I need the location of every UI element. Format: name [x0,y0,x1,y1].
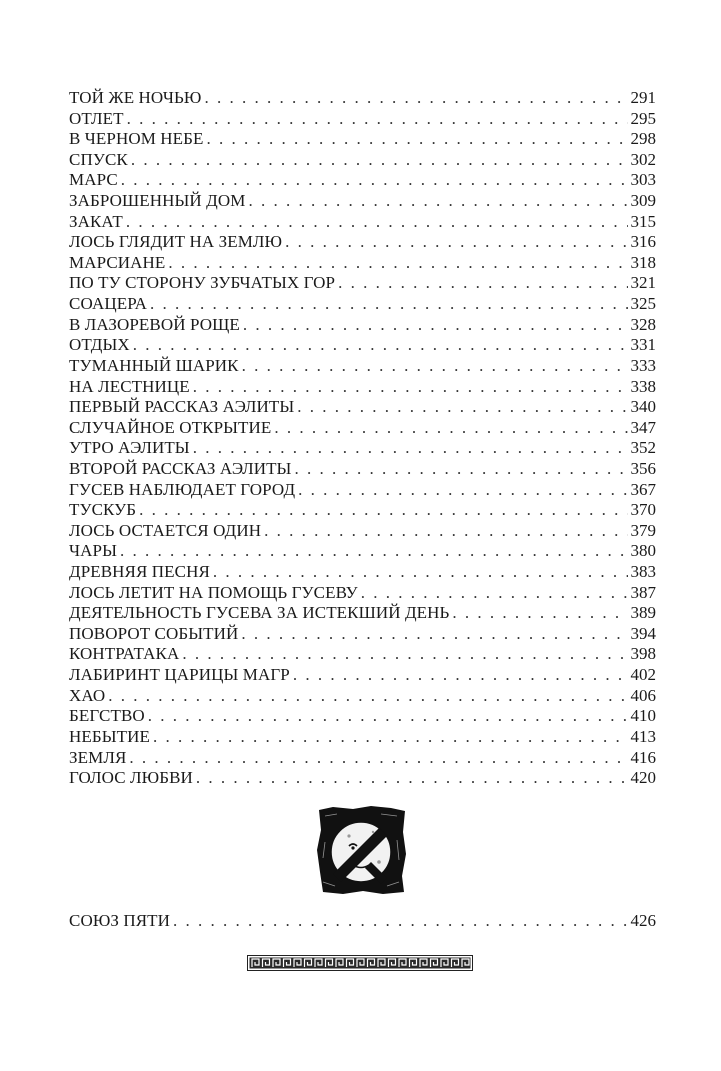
toc-entry-title: ОТЛЕТ [69,108,124,128]
toc-entry [69,706,656,727]
toc-entry [69,418,656,439]
toc-entry [69,109,656,130]
toc-entry-page-number: 356 [630,458,656,478]
toc-entry-page-number: 318 [630,252,656,272]
toc-entry [69,480,656,501]
toc-entry [69,438,656,459]
toc-entry-title: ЛОСЬ ОСТАЕТСЯ ОДИН [69,520,262,540]
toc-entry-page-number: 303 [630,170,656,190]
moon-face-icon [313,802,409,898]
dot-leader [153,727,628,748]
dot-leader [204,88,627,109]
dot-leader [293,665,628,686]
toc-entry-title: МАРСИАНЕ [69,252,166,272]
toc-entry-title: ТОЙ ЖЕ НОЧЬЮ [69,88,202,107]
toc-entry-page-number: 426 [630,911,656,930]
dot-leader [274,418,627,439]
toc-entry [69,377,656,398]
toc-entry-title: БЕГСТВО [69,706,145,726]
dot-leader [193,377,628,398]
toc-entry [69,562,656,583]
dot-leader [148,706,628,727]
toc-entry [69,727,656,748]
toc-entry-title: ЧАРЫ [69,541,118,561]
dot-leader [131,150,628,171]
toc-entry [69,541,656,562]
toc-entry [69,253,656,274]
toc-entry-page-number: 398 [630,644,656,664]
dot-leader [242,356,628,377]
toc-entry [69,686,656,707]
toc-entry [69,624,656,645]
toc-entry-page-number: 420 [630,768,656,788]
toc-entry-title: ХАО [69,685,106,705]
toc-entry-page-number: 309 [630,191,656,211]
toc-entry-title: СОАЦЕРА [69,294,147,314]
toc-entry [69,273,656,294]
toc-entry-title: ВТОРОЙ РАССКАЗ АЭЛИТЫ [69,458,292,478]
toc-entry [69,315,656,336]
dot-leader [285,232,627,253]
toc-entry-title: ОТДЫХ [69,335,130,355]
dot-leader [133,335,628,356]
toc-entry-title: ПОВОРОТ СОБЫТИЙ [69,623,239,643]
toc-entry [69,191,656,212]
dot-leader [126,212,628,233]
toc-entry [69,768,656,789]
toc-entry [69,232,656,253]
toc-entry [69,212,656,233]
toc-entry [69,911,656,932]
greek-key-border-icon [247,955,473,971]
toc-entry-page-number: 338 [630,376,656,396]
toc-entry-page-number: 389 [630,603,656,623]
toc-entry-title: ЛАБИРИНТ ЦАРИЦЫ МАГР [69,665,290,685]
toc-entry-title: СПУСК [69,149,128,169]
dot-leader [297,397,627,418]
toc-entry [69,521,656,542]
toc-entry [69,335,656,356]
toc-entry-page-number: 394 [630,623,656,643]
toc-entry-page-number: 416 [630,747,656,767]
toc-entry [69,583,656,604]
dot-leader [196,768,628,789]
toc-entry [69,603,656,624]
toc-entry-title: ТУМАННЫЙ ШАРИК [69,355,239,375]
toc-entry-title: МАРС [69,170,118,190]
toc-entry-title: ПЕРВЫЙ РАССКАЗ АЭЛИТЫ [69,397,295,417]
table-of-contents [69,88,656,789]
dot-leader [361,583,628,604]
dot-leader [243,315,628,336]
toc-entry [69,644,656,665]
toc-entry-title: ЛОСЬ ГЛЯДИТ НА ЗЕМЛЮ [69,232,283,252]
dot-leader [241,624,627,645]
dot-leader [168,253,627,274]
toc-entry-page-number: 367 [630,479,656,499]
dot-leader [121,170,628,191]
toc-entry-title: ДРЕВНЯЯ ПЕСНЯ [69,562,210,582]
toc-entry [69,500,656,521]
toc-entry-page-number: 315 [630,211,656,231]
dot-leader [139,500,627,521]
dot-leader [108,686,627,707]
dot-leader [298,480,627,501]
dot-leader [193,438,628,459]
toc-entry [69,665,656,686]
toc-entry-title: НЕБЫТИЕ [69,726,150,746]
toc-entry-title: УТРО АЭЛИТЫ [69,438,190,458]
dot-leader [264,521,627,542]
toc-entry-page-number: 402 [630,665,656,685]
toc-entry-title: ЗАКАТ [69,211,123,231]
toc-entry [69,397,656,418]
toc-entry [69,150,656,171]
dot-leader [120,541,627,562]
toc-entry-page-number: 370 [630,500,656,520]
toc-entry-page-number: 380 [630,541,656,561]
toc-entry-page-number: 298 [630,129,656,149]
toc-entry-page-number: 352 [630,438,656,458]
dot-leader [150,294,628,315]
toc-entry [69,356,656,377]
toc-entry [69,170,656,191]
toc-entry-page-number: 321 [630,273,656,293]
dot-leader [207,129,628,150]
toc-entry [69,459,656,480]
toc-entry-title: ПО ТУ СТОРОНУ ЗУБЧАТЫХ ГОР [69,273,336,293]
toc-entry-title: КОНТРАТАКА [69,644,180,664]
dot-leader [295,459,628,480]
toc-entry-page-number: 406 [630,685,656,705]
dot-leader [338,273,627,294]
toc-entry-title: СЛУЧАЙНОЕ ОТКРЫТИЕ [69,417,272,437]
toc-entry [69,748,656,769]
toc-entry-page-number: 302 [630,149,656,169]
toc-entry-title: ТУСКУБ [69,500,137,520]
toc-entry-page-number: 331 [630,335,656,355]
dot-leader [213,562,628,583]
toc-entry-page-number: 413 [630,726,656,746]
toc-entry-page-number: 347 [630,417,656,437]
toc-entry-page-number: 325 [630,294,656,314]
toc-entry-page-number: 295 [630,108,656,128]
toc-entry-title: ЗЕМЛЯ [69,747,127,767]
toc-entry-title: ЗАБРОШЕННЫЙ ДОМ [69,191,246,211]
dot-leader [182,644,627,665]
toc-entry-page-number: 316 [630,232,656,252]
toc-entry-title: ЛОСЬ ЛЕТИТ НА ПОМОЩЬ ГУСЕВУ [69,582,358,602]
toc-entry-title: НА ЛЕСТНИЦЕ [69,376,190,396]
toc-entry-title: СОЮЗ ПЯТИ [69,911,171,930]
toc-entry-page-number: 328 [630,314,656,334]
dot-leader [452,603,627,624]
toc-entry-page-number: 333 [630,355,656,375]
toc-entry-page-number: 410 [630,706,656,726]
toc-entry-page-number: 383 [630,562,656,582]
dot-leader [129,748,627,769]
toc-entry [69,129,656,150]
toc-entry-title: В ЧЕРНОМ НЕБЕ [69,129,204,149]
dot-leader [248,191,627,212]
toc-entry-title: В ЛАЗОРЕВОЙ РОЩЕ [69,314,240,334]
toc-entry-title: ГУСЕВ НАБЛЮДАЕТ ГОРОД [69,479,296,499]
toc-entry-page-number: 379 [630,520,656,540]
toc-entry [69,88,656,109]
dot-leader [173,911,627,932]
toc-entry-title: ГОЛОС ЛЮБВИ [69,768,193,788]
table-of-contents-extra [69,911,656,932]
toc-entry-page-number: 340 [630,397,656,417]
dot-leader [127,109,628,130]
toc-entry-page-number: 387 [630,582,656,602]
toc-entry-title: ДЕЯТЕЛЬНОСТЬ ГУСЕВА ЗА ИСТЕКШИЙ ДЕНЬ [69,603,450,623]
toc-entry-page-number: 291 [630,88,656,107]
toc-entry [69,294,656,315]
